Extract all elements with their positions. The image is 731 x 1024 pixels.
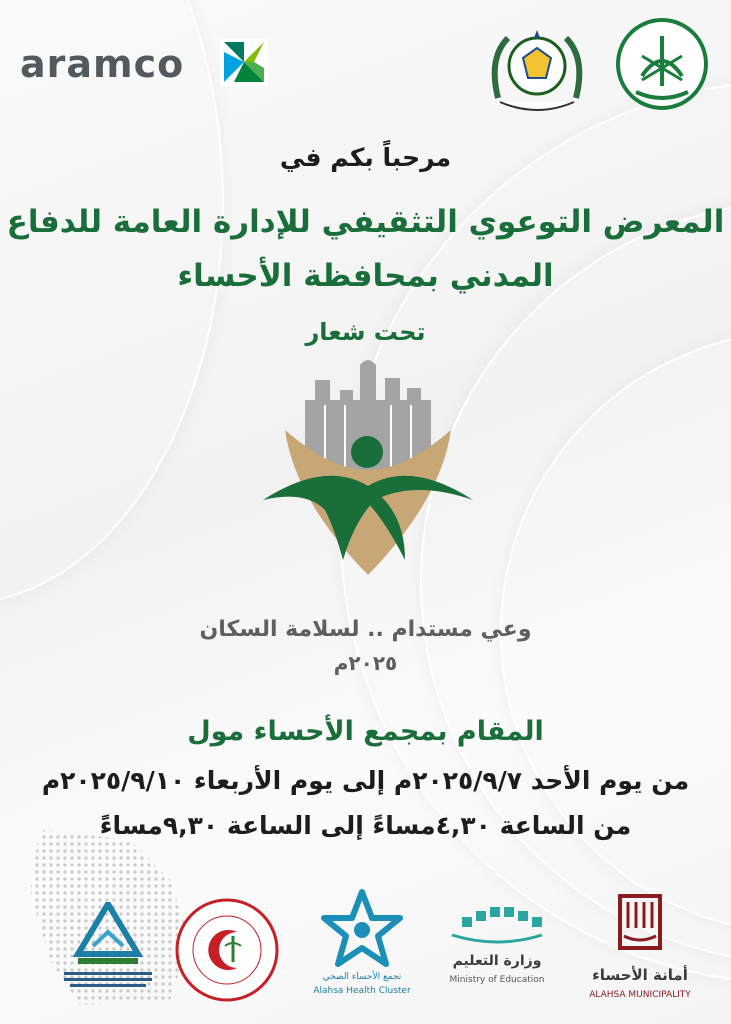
ministry-of-education-icon — [432, 905, 562, 949]
event-title-line-2: المدني بمحافظة الأحساء — [177, 258, 554, 294]
under-slogan-label: تحت شعار — [305, 318, 426, 346]
campaign-emblem-icon — [255, 360, 481, 580]
venue-text: المقام بمجمع الأحساء مول — [187, 716, 544, 747]
ministry-of-education-label-en: Ministry of Education — [449, 975, 545, 985]
aramco-wordmark: aramco — [20, 42, 185, 86]
red-crescent-logo — [173, 896, 281, 1004]
aramco-logo — [20, 38, 250, 88]
municipality-label-en: ALAHSA MUNICIPALITY — [589, 990, 691, 1000]
slogan-year: ٢٠٢٥م — [333, 651, 398, 675]
ministry-of-education-logo — [432, 905, 562, 997]
municipality-label-ar: أمانة الأحساء — [592, 966, 688, 984]
hours-text: من الساعة ٤,٣٠مساءً إلى الساعة ٩,٣٠مساءً — [99, 811, 632, 840]
ministry-of-education-label-ar: وزارة التعليم — [452, 953, 542, 969]
aramco-star-icon — [220, 38, 268, 86]
alahsa-municipality-logo — [584, 888, 696, 1013]
alahsa-health-cluster-logo — [312, 888, 412, 1013]
dates-text: من يوم الأحد ٢٠٢٥/٩/٧م إلى يوم الأربعاء ٢٠٢٥/٩/١٠م — [41, 766, 690, 795]
civil-defense-emblem-icon — [478, 18, 596, 118]
health-cluster-label-en: Alahsa Health Cluster — [313, 986, 411, 996]
background-curve — [0, 0, 224, 604]
ministry-emblem-icon — [612, 16, 712, 112]
greeting: مرحباً بكم في — [279, 143, 452, 172]
red-crescent-logo-icon — [173, 896, 281, 1004]
health-cluster-label-ar: تجمع الأحساء الصحي — [322, 972, 402, 982]
event-title-line-1: المعرض التوعوي التثقيفي للإدارة العامة للدفاع — [6, 204, 725, 240]
health-cluster-star-icon — [312, 888, 412, 970]
education-association-logo-icon — [58, 902, 158, 972]
slogan-text: وعي مستدام .. لسلامة السكان — [199, 617, 532, 642]
education-association-logo — [58, 902, 158, 1002]
alahsa-municipality-icon — [584, 888, 696, 960]
